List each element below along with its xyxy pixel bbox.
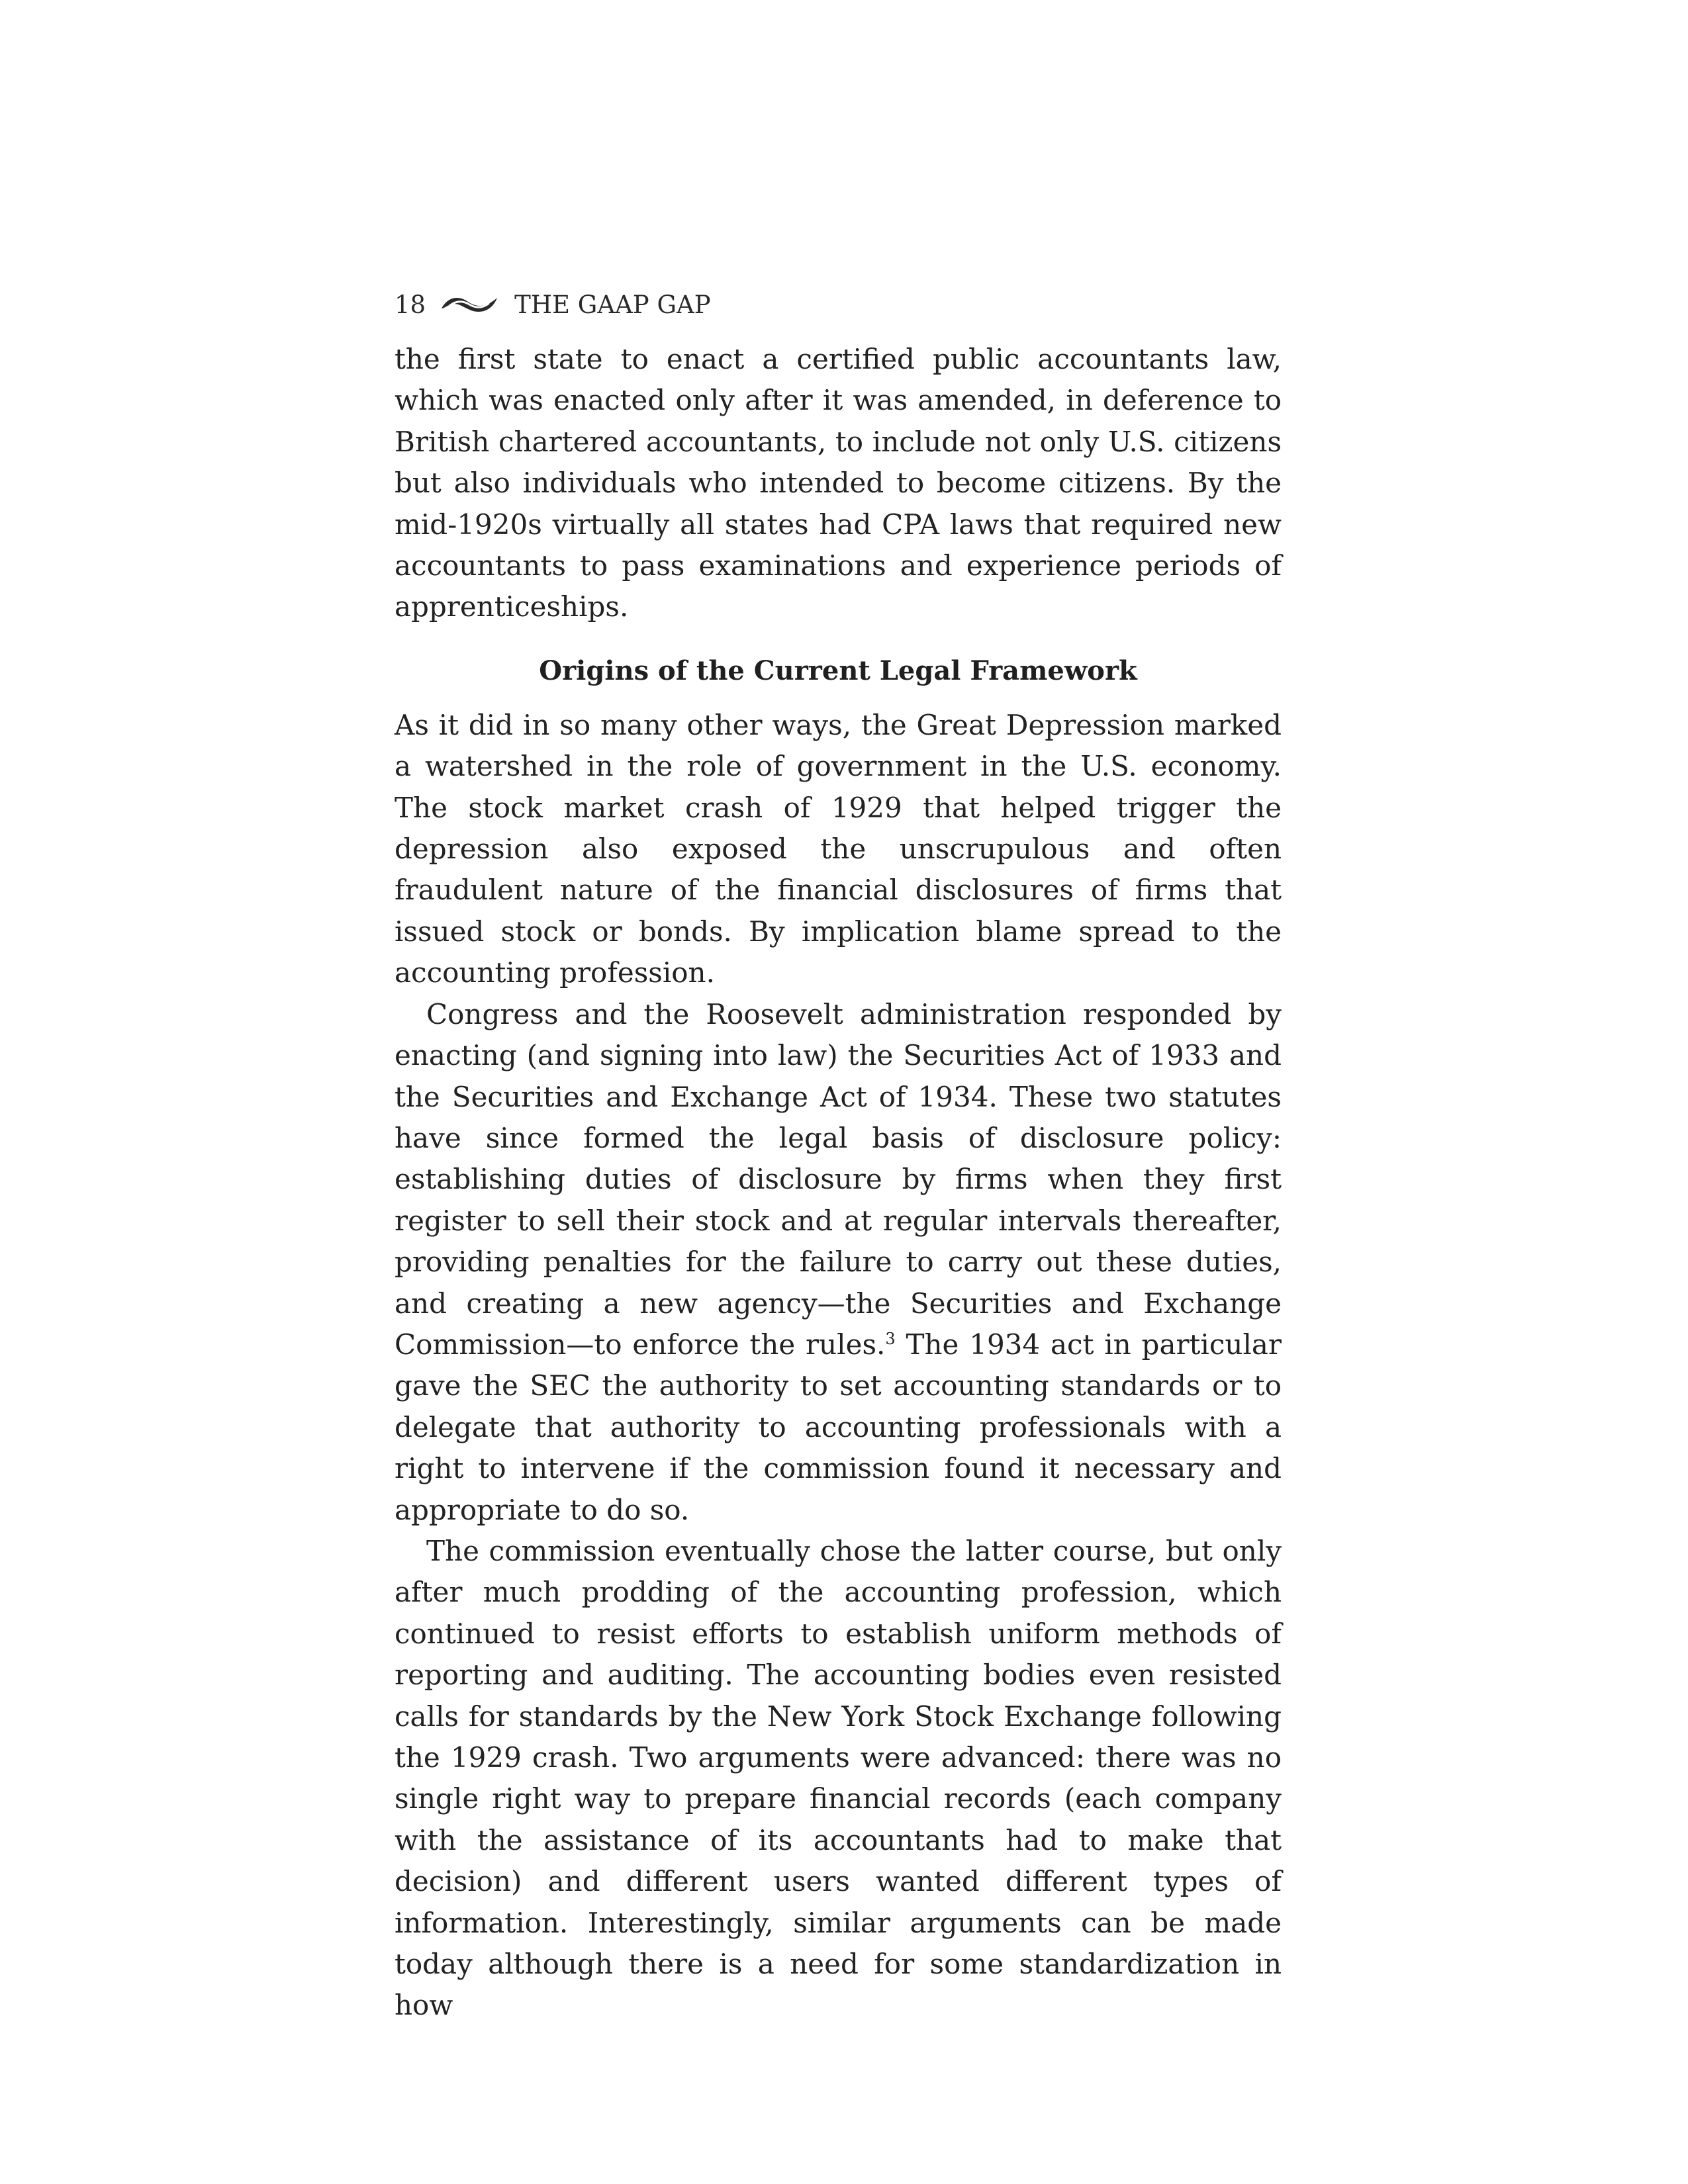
paragraph: The commission eventually chose the latter course, but only after much prodding of the accounting profession, which continued to resist efforts to establish uniform methods of reporting and auditing. The accounting bodies even resisted calls for standards by the New York Stock Exchange following the 1929 crash. Two arguments were advanced: there was no single right way to prepare financial records (each company with the assistance of its accountants had to make that decision) and different users wanted different types of information. Interestingly, similar arguments can be made today although there is a need for some standardization in how: [395, 1534, 1282, 2022]
section-heading: Origins of the Current Legal Framework: [539, 655, 1137, 686]
paragraph: As it did in so many other ways, the Great Depression marked a watershed in the role of government in the U.S. economy. The stock market crash of 1929 that helped trigger the depression also exposed the unscrupulous and often fraudulent nature of the financial disclosures of firms that issued stock or bonds. By implication blame spread to the accounting profession.: [395, 708, 1282, 989]
paragraph: [395, 994, 1282, 1531]
footnote-marker: 3: [885, 1329, 896, 1348]
body-text: [395, 339, 1282, 2026]
page-number: 18: [395, 290, 426, 319]
paragraph-text: The 1934 act in particular gave the SEC the authority to set accounting standards or to delegate that authority to accounting professionals with a right to intervene if the commission found it necessary and appropriate to do so.: [395, 1328, 1282, 1526]
running-head: [395, 286, 711, 323]
wave-ornament-icon: [439, 293, 500, 316]
paragraph: the first state to enact a certified public accountants law, which was enacted only after it was amended, in deference to British chartered accountants, to include not only U.S. citizens but also individuals who intended to become citizens. By the mid-1920s virtually all states had CPA laws that required new accountants to pass examinations and experience periods of apprenticeships.: [395, 343, 1282, 623]
book-title: THE GAAP GAP: [514, 290, 711, 319]
paragraph-text: Congress and the Roosevelt administration responded by enacting (and signing into law) the Securities Act of 1933 and the Securities and Exchange Act of 1934. These two statutes have since formed the legal basis of disclosure policy: establishing duties of disclosure by firms when they first register to sell their stock and at regular intervals thereafter, providing penalties for the failure to carry out these duties, and creating a new agency—the Securities and Exchange Commission—to enforce the rules.: [395, 997, 1282, 1361]
